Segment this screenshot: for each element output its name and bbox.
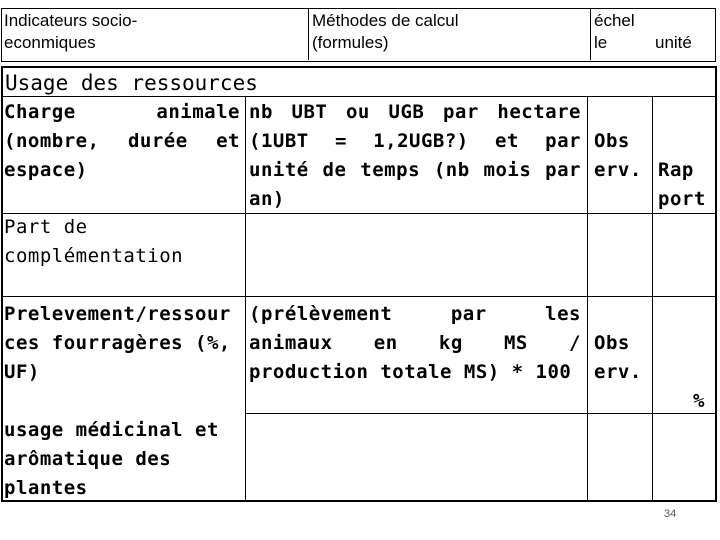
row-divider-2 <box>1 296 717 297</box>
col-divider-2 <box>587 96 588 502</box>
header-divider-2 <box>590 8 591 60</box>
col-divider-1 <box>245 96 246 502</box>
page-number: 34 <box>664 508 677 520</box>
indicator-usage-medicinal: usage médicinal et arômatique des plantes <box>4 419 219 499</box>
header-methods: Méthodes de calcul (formules) <box>312 11 459 52</box>
indicator-part-complementation: Part de complémentation <box>4 216 184 267</box>
heading-divider <box>1 96 717 97</box>
row-divider-3 <box>245 413 717 414</box>
section-heading: Usage des ressources <box>5 71 258 95</box>
header-divider-1 <box>308 8 309 60</box>
col-divider-3 <box>652 96 653 502</box>
scale-charge-animale: Obs erv. <box>594 130 642 181</box>
header-indicators: Indicateurs socio- econmiques <box>4 11 138 52</box>
method-prelevement: (prélèvement par les animaux en kg MS / production totale MS) * 100 <box>249 303 581 383</box>
method-charge-animale: nb UBT ou UGB par hectare (1UBT = 1,2UGB?) et par unité de temps (nb mois par an) <box>249 101 581 210</box>
indicator-charge-animale: Charge animale (nombre, durée et espace) <box>4 101 240 181</box>
unit-charge-animale: Rap port <box>658 159 706 210</box>
scale-prelevement: Obs erv. <box>594 332 642 383</box>
unit-prelevement: % <box>693 390 705 412</box>
header-scale: échel le <box>594 11 635 52</box>
header-unit: unité <box>655 33 692 52</box>
indicator-prelevement: Prelevement/ressources fourragères (%, UF) <box>4 303 231 383</box>
